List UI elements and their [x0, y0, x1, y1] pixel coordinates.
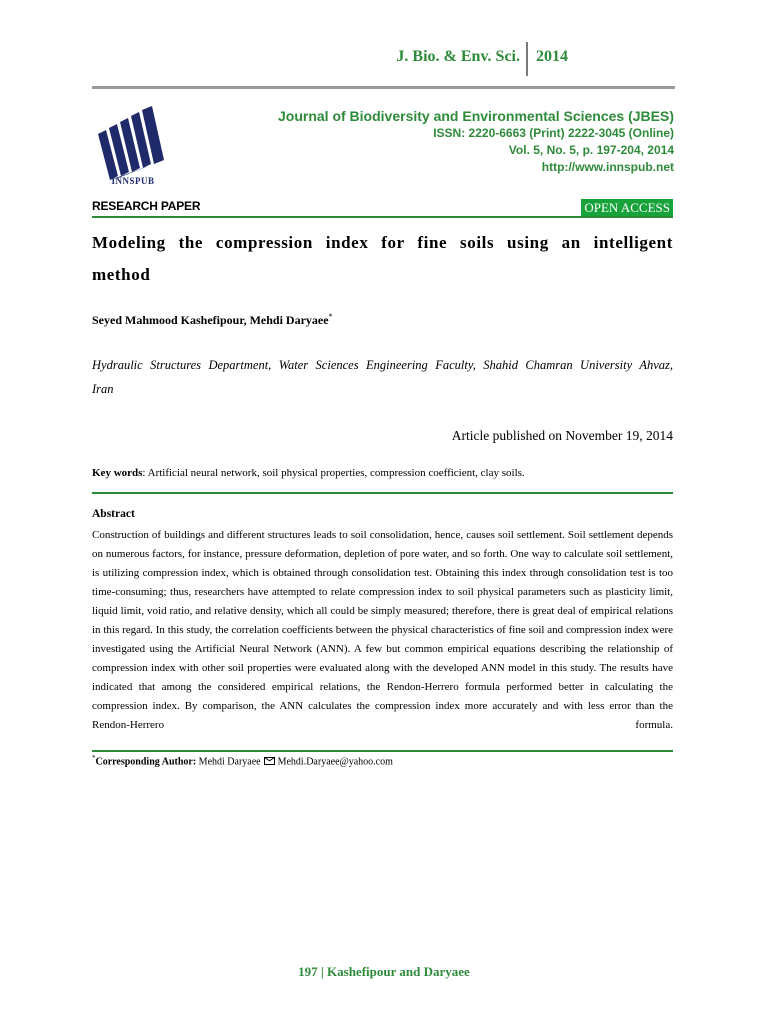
corr-mark: *	[92, 754, 96, 762]
author-mark: *	[328, 312, 333, 321]
corresponding-author	[92, 754, 393, 767]
affiliation: Hydraulic Structures Department, Water Sciences Engineering Faculty, Shahid Chamran University Ahvaz, Iran	[92, 358, 673, 396]
journal-url[interactable]: http://www.innspub.net	[541, 160, 674, 174]
abstract-rule	[92, 750, 673, 752]
journal-info	[278, 107, 674, 176]
author-names: Seyed Mahmood Kashefipour, Mehdi Daryaee	[92, 313, 329, 327]
authors	[92, 312, 333, 328]
corr-name: Mehdi Daryaee	[198, 756, 261, 768]
keywords-rule	[92, 492, 673, 494]
keywords-label: Key words	[92, 467, 143, 479]
running-journal-title: J. Bio. & Env. Sci.	[396, 48, 520, 65]
header-rule	[92, 86, 675, 89]
keywords-text: : Artificial neural network, soil physical properties, compression coefficient, clay soils.	[142, 467, 525, 479]
header-separator	[526, 42, 528, 76]
journal-issn: ISSN: 2220-6663 (Print) 2222-3045 (Online)	[433, 126, 674, 140]
corr-email[interactable]: Mehdi.Daryaee@yahoo.com	[277, 756, 393, 768]
journal-volume: Vol. 5, No. 5, p. 197-204, 2014	[508, 143, 674, 157]
publication-date: Article published on November 19, 2014	[451, 428, 673, 443]
keywords	[92, 467, 525, 479]
innspub-logo-icon	[96, 106, 170, 186]
abstract-heading: Abstract	[92, 508, 135, 520]
article-type: RESEARCH PAPER	[92, 199, 201, 213]
corr-label: Corresponding Author:	[95, 756, 197, 768]
open-access-badge: OPEN ACCESS	[581, 199, 673, 216]
abstract-text: Construction of buildings and different structures leads to soil consolidation, hence, causes soil settlement. Soil settlement depends on numerous factors, for instance, pressure deformation, depletion of pore water, and so forth. One way to calculate soil settlement, is utilizing compression index, which is obtained through consolidation test. Obtaining this index through consolidation test is too time-consuming; thus, researchers have attempted to relate compression index to soil physical parameters such as plasticity limit, liquid limit, void ratio, and relative density, which all could be simply measured; therefore, there is great deal of empirical relations in this regard. In this study, the correlation coefficients between the physical characteristics of fine soil and compression index were investigated using the Artificial Neural Network (ANN). A few but common empirical equations describing the relationship of compression index with other soil properties were evaluated along with the developed ANN model in this study. The results have indicated that among the considered empirical relations, the Rendon-Herrero formula performed better in calculating the compression index. By comparison, the ANN calculates the compression index more accurately and with less error than the Rendon-Herrero formula.	[92, 529, 673, 731]
journal-title: Journal of Biodiversity and Environmental Sciences (JBES)	[278, 108, 674, 124]
logo-publisher-text: INNSPUB	[111, 176, 155, 186]
envelope-icon	[264, 757, 275, 765]
paper-title: Modeling the compression index for fine soils using an intelligent method	[92, 233, 673, 284]
article-type-rule	[92, 216, 673, 218]
running-year: 2014	[536, 48, 568, 65]
page-footer: 197 | Kashefipour and Daryaee	[298, 964, 470, 979]
